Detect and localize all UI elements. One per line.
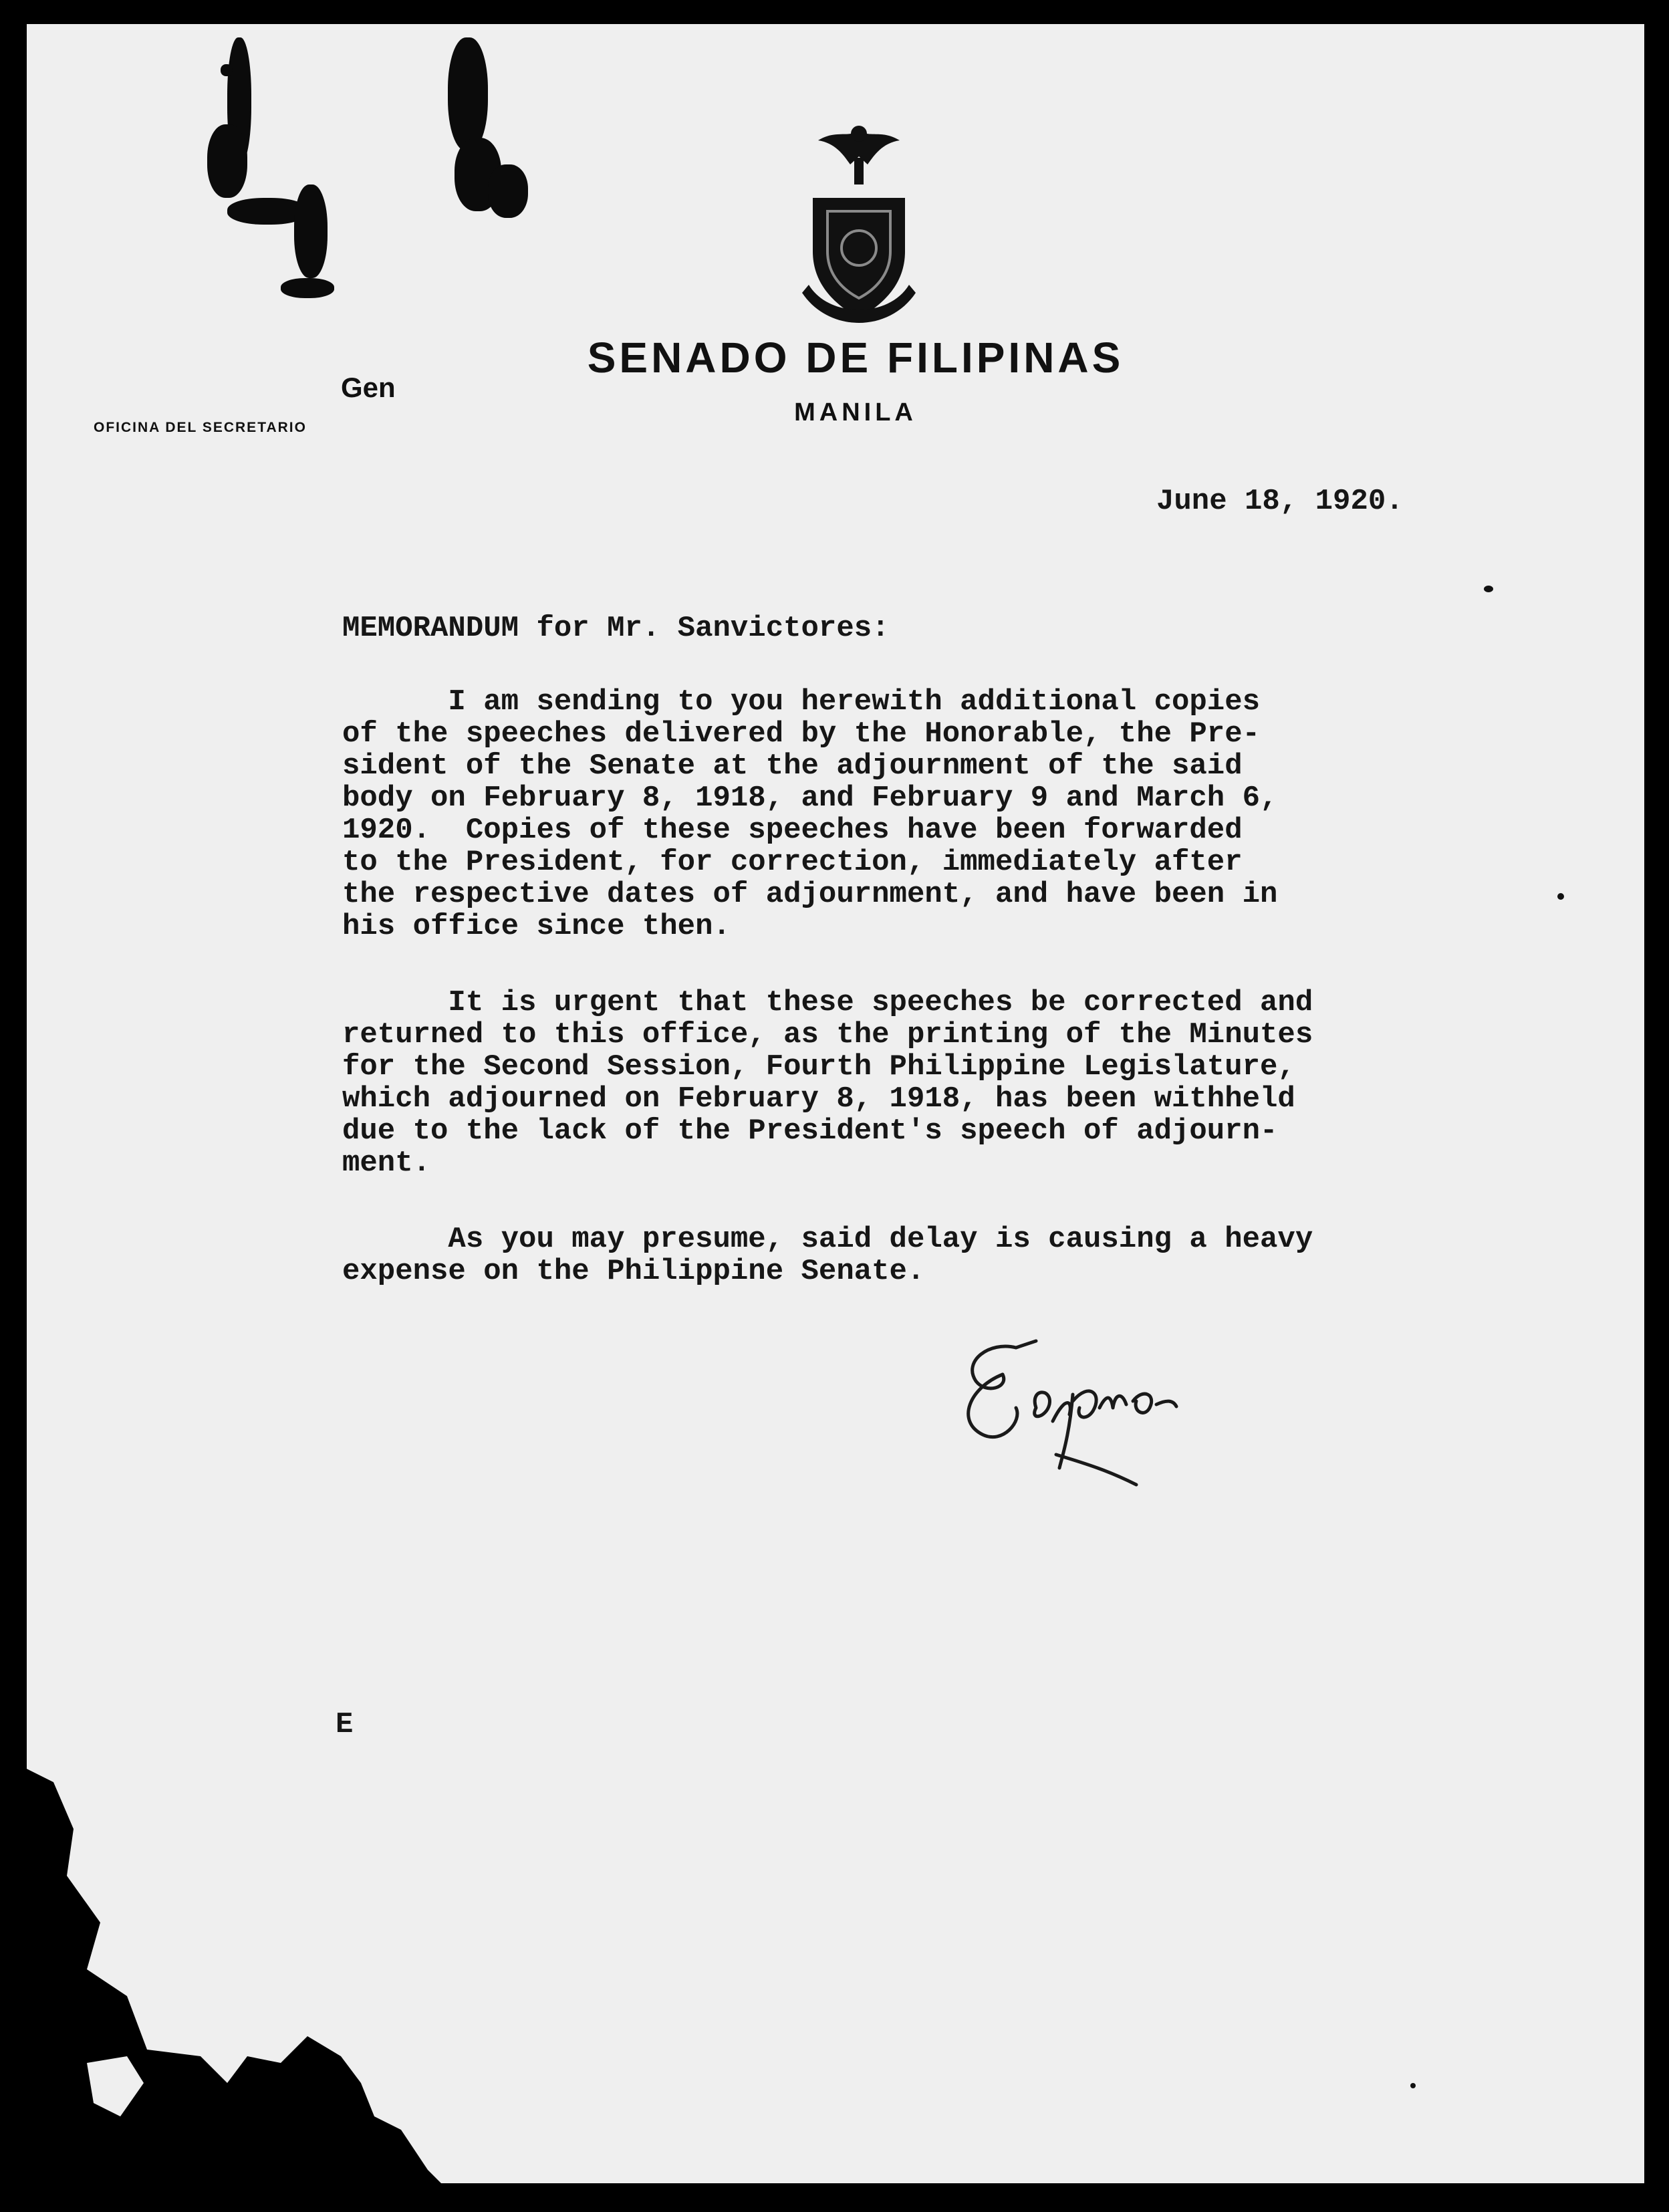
ink-smudge	[207, 124, 247, 198]
body-paragraph-3: As you may presume, said delay is causing a heavy expense on the Philippine Senate.	[342, 1223, 1313, 1288]
paper-speck	[1410, 2083, 1416, 2088]
letterhead-city: MANILA	[794, 398, 917, 426]
memo-salutation: MEMORANDUM for Mr. Sanvictores:	[342, 612, 890, 645]
typist-initial: E	[336, 1708, 354, 1741]
letterhead-name: SENADO DE FILIPINAS	[587, 334, 1124, 382]
body-paragraph-1: I am sending to you herewith additional copies of the speeches delivered by the Honorable, the Pre- sident of the Senate at the adjournment of the said body on February 8, 1918, and February 9 and March 6, 1920. Copies of these speeches have been forwarded to the President, for correction, immediately after the respective dates of adjournment, and have been in his office since then.	[342, 685, 1278, 943]
file-mark: Gen	[341, 372, 396, 403]
body-paragraph-2: It is urgent that these speeches be corrected and returned to this office, as the printing of the Minutes for the Second Session, Fourth Philippine Legislature, which adjourned on February 8, 1918, has been withheld due to the lack of the President's speech of adjourn- ment.	[342, 986, 1313, 1180]
ink-smudge	[221, 64, 233, 76]
ink-smudge	[281, 278, 334, 298]
paper-speck	[1484, 586, 1493, 592]
letterhead-office: OFICINA DEL SECRETARIO	[94, 420, 307, 435]
ink-smudge	[488, 164, 528, 218]
ink-smudge	[448, 37, 488, 151]
memorandum-page	[27, 24, 1644, 2183]
letter-date: June 18, 1920.	[1156, 485, 1404, 518]
paper-damage	[27, 1769, 535, 2183]
ink-smudge	[294, 185, 328, 278]
handwritten-signature	[936, 1321, 1243, 1495]
paper-speck	[1557, 893, 1564, 900]
senate-crest	[789, 118, 929, 332]
